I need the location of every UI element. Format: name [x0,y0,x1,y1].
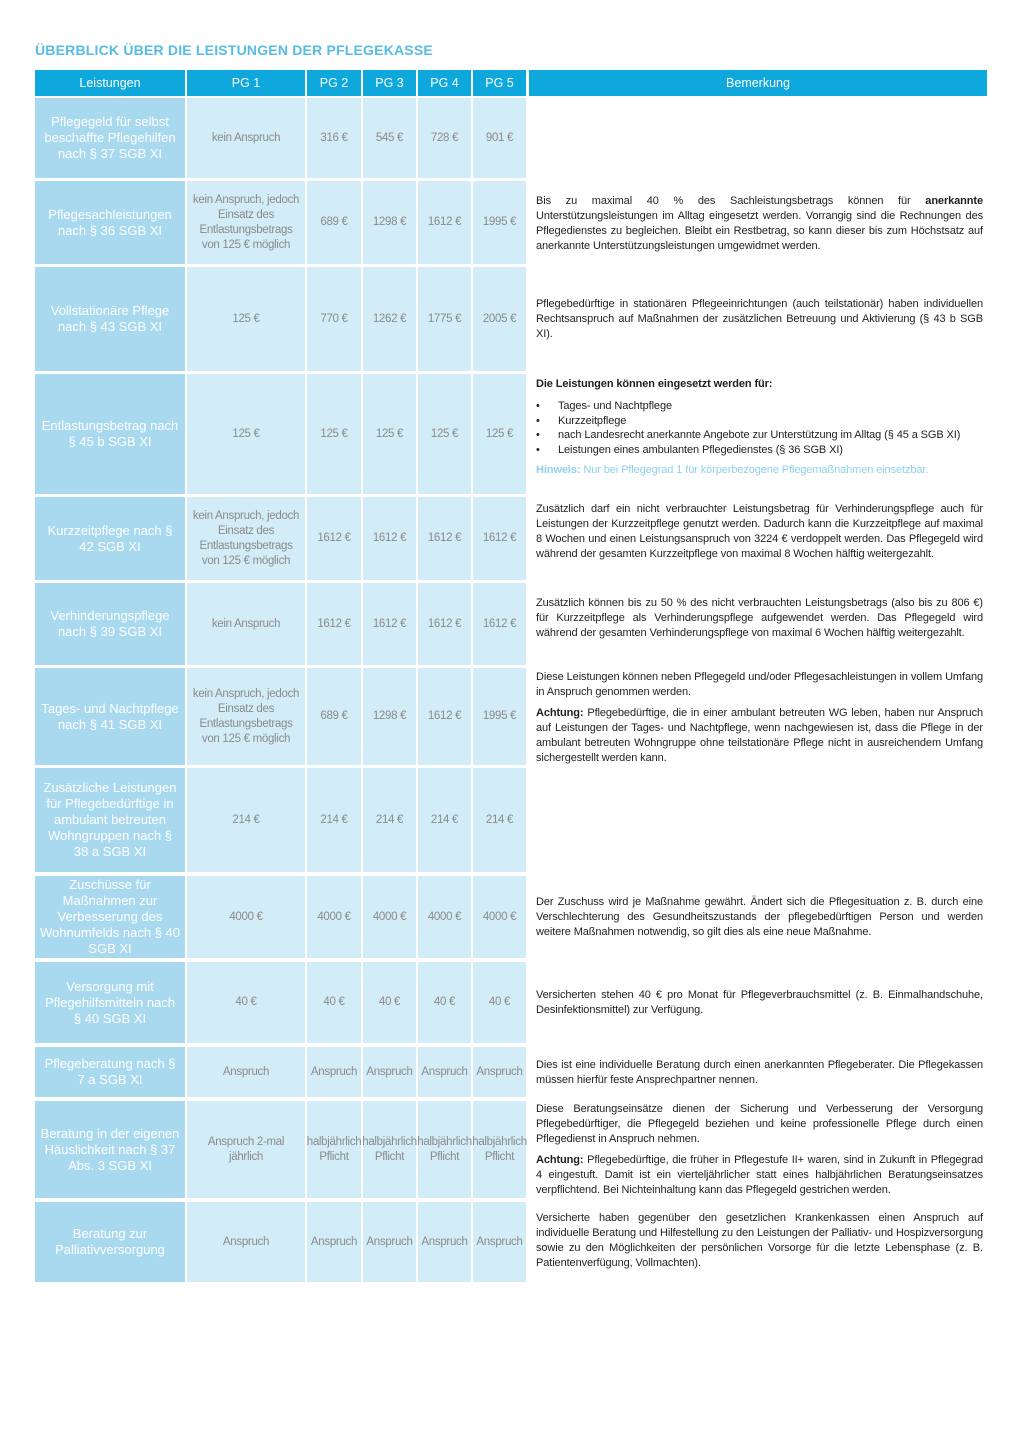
row-label: Kurzzeitpflege nach § 42 SGB XI [35,497,185,580]
value-pg1: kein Anspruch, jedoch Einsatz des Entlastungsbetrags von 125 € möglich [187,497,305,580]
value-pg3: 214 € [363,768,416,872]
value-pg5: 1612 € [473,497,526,580]
value-pg4: Anspruch [418,1202,471,1282]
value-pg2: Anspruch [307,1047,361,1097]
value-pg4: halbjährlich Pflicht [418,1101,471,1198]
row-label: Beratung in der eigenen Häuslichkeit nach § 37 Abs. 3 SGB XI [35,1101,185,1198]
value-pg3: Anspruch [363,1047,416,1097]
row-label: Pflegegeld für selbst beschaffte Pflegehilfen nach § 37 SGB XI [35,98,185,178]
list-item: • Leistungen eines ambulanten Pflegedienstes (§ 36 SGB XI) [536,443,983,458]
value-pg1: 214 € [187,768,305,872]
header-bemerkung: Bemerkung [529,70,987,96]
row-label: Entlastungsbetrag nach § 45 b SGB XI [35,374,185,494]
header-pg4: PG 4 [418,70,471,96]
value-pg3: 1262 € [363,267,416,371]
value-pg5: 1612 € [473,583,526,665]
value-pg4: 1612 € [418,583,471,665]
value-pg2: 125 € [307,374,361,494]
value-pg1: 40 € [187,962,305,1043]
row-label: Verhinderungspflege nach § 39 SGB XI [35,583,185,665]
value-pg4: 1775 € [418,267,471,371]
value-pg2: 40 € [307,962,361,1043]
value-pg5: 125 € [473,374,526,494]
value-pg4: 1612 € [418,668,471,765]
list-item: • Kurzzeitpflege [536,414,983,429]
value-pg1: Anspruch 2-mal jährlich [187,1101,305,1198]
row-label: Vollstationäre Pflege nach § 43 SGB XI [35,267,185,371]
value-pg2: Anspruch [307,1202,361,1282]
remark-bullet-list [536,399,983,457]
list-item: • Tages- und Nachtpflege [536,399,983,414]
value-pg2: 689 € [307,181,361,264]
value-pg3: 1612 € [363,497,416,580]
value-pg4: 40 € [418,962,471,1043]
value-pg5: 1995 € [473,668,526,765]
value-pg3: 1298 € [363,668,416,765]
value-pg2: 1612 € [307,497,361,580]
value-pg1: 4000 € [187,876,305,958]
row-label: Zusätzliche Leistungen für Pflegebedürftige in ambulant betreuten Wohngruppen nach § 38 a SGB XI [35,768,185,872]
value-pg5: 4000 € [473,876,526,958]
header-leistungen: Leistungen [35,70,185,96]
value-pg1: Anspruch [187,1202,305,1282]
row-label: Pflegeberatung nach § 7 a SGB XI [35,1047,185,1097]
remark-pflegesachleistungen: Bis zu maximal 40 % des Sachleistungsbetrags können für anerkannte Unterstützungsleistungen im Alltag eingesetzt werden. Vorrangig sind die Rechnungen des Pflegedienstes zu begleichen. Bleibt ein Restbetrag, so kann dieser bis zum Höchstsatz auf anerkannte Unterstützungsleistungen umgewidmet werden. [536,195,983,252]
value-pg2: 4000 € [307,876,361,958]
value-pg5: 901 € [473,98,526,178]
row-label: Zuschüsse für Maßnahmen zur Verbesserung des Wohnumfelds nach § 40 SGB XI [35,876,185,958]
remark-palliativ: Versicherte haben gegenüber den gesetzlichen Krankenkassen einen Anspruch auf individuelle Beratung und Hilfestellung zu den Leistungen der Palliativ- und Hospizversorgung sowie zu den Möglichkeiten der persönlichen Vorsorge für die letzte Lebensphase (z. B. Patientenverfügung, Vollmachten). [536,1212,983,1269]
header-pg3: PG 3 [363,70,416,96]
value-pg1: 125 € [187,267,305,371]
value-pg5: 1995 € [473,181,526,264]
value-pg5: Anspruch [473,1202,526,1282]
value-pg2: 1612 € [307,583,361,665]
value-pg2: 770 € [307,267,361,371]
remark-haeuslichkeit: Diese Beratungseinsätze dienen der Sicherung und Verbesserung der Versorgung Pflegebedürftiger, die Pflegegeld beziehen und keine professionelle Pflege durch einen Pflegedienst in Anspruch nehmen. Achtung: Pflegebedürftige, die früher in Pflegestufe II+ waren, sind in Zukunft in Pflegegrad 4 eingestuft. Damit ist ein vierteljährlicher statt eines halbjährlichen Beratungseinsatzes verpflichtend. Bei Nichteinhaltung kann das Pflegegeld gestrichen werden. [536,1103,983,1196]
value-pg2: 214 € [307,768,361,872]
page-title: ÜBERBLICK ÜBER DIE LEISTUNGEN DER PFLEGEKASSE [35,42,433,58]
remark-verhinderungspflege: Zusätzlich können bis zu 50 % des nicht verbrauchten Leistungsbetrags (also bis zu 806 €) für Kurzzeitpflege als Verhinderungspflege aufgewendet werden. Das Pflegegeld wird während der gesamten Verhinderungspflege von maximal 6 Wochen hälftig weitergezahlt. [536,597,983,639]
value-pg2: 689 € [307,668,361,765]
value-pg1: kein Anspruch [187,583,305,665]
value-pg4: 1612 € [418,497,471,580]
value-pg4: Anspruch [418,1047,471,1097]
remark-pflegeberatung: Dies ist eine individuelle Beratung durch einen anerkannten Pflegeberater. Die Pflegekassen müssen hierfür feste Ansprechpartner nennen. [536,1059,983,1086]
value-pg4: 4000 € [418,876,471,958]
value-pg3: halbjährlich Pflicht [363,1101,416,1198]
header-pg1: PG 1 [187,70,305,96]
value-pg3: 1612 € [363,583,416,665]
value-pg4: 125 € [418,374,471,494]
value-pg4: 214 € [418,768,471,872]
value-pg3: 1298 € [363,181,416,264]
row-label: Versorgung mit Pflegehilfsmitteln nach § 40 SGB XI [35,962,185,1043]
remark-wohnumfeld: Der Zuschuss wird je Maßnahme gewährt. Ändert sich die Pflegesituation z. B. durch eine Verschlechterung des Gesundheitszustands der pflegebedürftigen Person und werden weitere Maßnahmen notwendig, so gilt dies als eine neue Maßnahme. [536,896,983,938]
row-label: Beratung zur Palliativversorgung [35,1202,185,1282]
value-pg5: 214 € [473,768,526,872]
list-item: • nach Landesrecht anerkannte Angebote zur Unterstützung im Alltag (§ 45 a SGB XI) [536,428,983,443]
value-pg1: kein Anspruch, jedoch Einsatz des Entlastungsbetrags von 125 € möglich [187,181,305,264]
hint-note: Hinweis: Nur bei Pflegegrad 1 für körperbezogene Pflegemaßnahmen einsetzbar. [536,464,929,476]
remark-kurzzeitpflege: Zusätzlich darf ein nicht verbrauchter Leistungsbetrag für Verhinderungspflege auch für Leistungen der Kurzzeitpflege genutzt werden. Dadurch kann die Kurzzeitpflege auf maximal 8 Wochen und einen Leistungsanspruch von 3224 € verdoppelt werden. Das Pflegegeld wird während der gesamten Kurzzeitpflege von maximal 8 Wochen hälftig weitergezahlt. [536,503,983,560]
value-pg3: 125 € [363,374,416,494]
value-pg3: 545 € [363,98,416,178]
value-pg1: kein Anspruch, jedoch Einsatz des Entlastungsbetrags von 125 € möglich [187,668,305,765]
remark-entlastungsbetrag [536,377,983,478]
value-pg3: 4000 € [363,876,416,958]
value-pg1: 125 € [187,374,305,494]
value-pg1: Anspruch [187,1047,305,1097]
value-pg3: 40 € [363,962,416,1043]
value-pg5: 40 € [473,962,526,1043]
header-pg2: PG 2 [307,70,361,96]
value-pg3: Anspruch [363,1202,416,1282]
value-pg1: kein Anspruch [187,98,305,178]
remark-heading: Die Leistungen können eingesetzt werden für: [536,378,773,390]
row-label: Tages- und Nachtpflege nach § 41 SGB XI [35,668,185,765]
remark-vollstationaer: Pflegebedürftige in stationären Pflegeeinrichtungen (auch teilstationär) haben individuellen Rechtsanspruch auf Maßnahmen der zusätzlichen Betreuung und Aktivierung (§ 43 b SGB XI). [536,298,983,340]
row-label: Pflegesachleistungen nach § 36 SGB XI [35,181,185,264]
value-pg5: 2005 € [473,267,526,371]
value-pg2: 316 € [307,98,361,178]
value-pg5: halbjährlich Pflicht [473,1101,526,1198]
header-pg5: PG 5 [473,70,526,96]
value-pg4: 728 € [418,98,471,178]
value-pg4: 1612 € [418,181,471,264]
value-pg2: halbjährlich Pflicht [307,1101,361,1198]
value-pg5: Anspruch [473,1047,526,1097]
remark-tagespflege: Diese Leistungen können neben Pflegegeld und/oder Pflegesachleistungen in vollem Umfang in Anspruch genommen werden. Achtung: Pflegebedürftige, die in einer ambulant betreuten WG leben, haben nur Anspruch auf Leistungen der Tages- und Nachtpflege, wenn nachgewiesen ist, dass die Pflege in der ambulant betreuten Wohngruppe ohne teilstationäre Pflege nicht in ausreichendem Umfang sichergestellt werden kann. [536,671,983,764]
remark-pflegehilfsmittel: Versicherten stehen 40 € pro Monat für Pflegeverbrauchsmittel (z. B. Einmalhandschuhe, Desinfektionsmittel) zur Verfügung. [536,989,983,1016]
